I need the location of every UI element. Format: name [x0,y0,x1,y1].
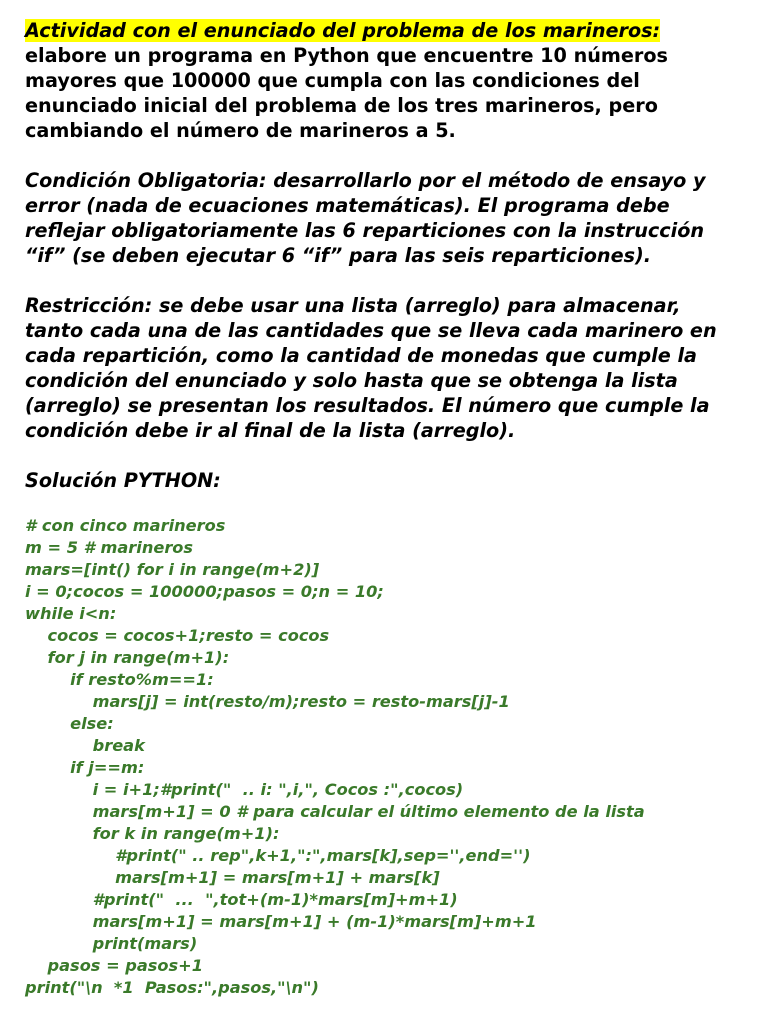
python-code-block [25,515,755,999]
code-line: print(mars) [25,934,198,953]
restriction-line: condición del enunciado y solo hasta que se obtenga la lista [25,369,678,392]
code-line: break [25,736,145,755]
code-line: i = i+1;#print(" .. i: ",i,", Cocos :",cocos) [25,780,464,799]
code-line: if j==m: [25,758,145,777]
restriction-line: (arreglo) se presentan los resultados. El número que cumple la [25,394,710,417]
restriction-line: cada repartición, como la cantidad de monedas que cumple la [25,344,697,367]
spacer [25,443,755,468]
code-line: for j in range(m+1): [25,648,230,667]
code-line: if resto%m==1: [25,670,214,689]
activity-line: enunciado inicial del problema de los tres marineros, pero [25,94,658,117]
code-line: # con cinco marineros [25,516,226,535]
activity-title: Actividad con el enunciado del problema de los marineros: [25,19,661,42]
activity-line: elabore un programa en Python que encuentre 10 números [25,44,668,67]
code-line: mars[m+1] = mars[m+1] + mars[k] [25,868,440,887]
condition-line: Condición Obligatoria: desarrollarlo por el método de ensayo y [25,169,706,192]
code-line: i = 0;cocos = 100000;pasos = 0;n = 10; [25,582,384,601]
restriction-line: tanto cada una de las cantidades que se lleva cada marinero en [25,319,717,342]
code-line: #print(" ... ",tot+(m-1)*mars[m]+m+1) [25,890,458,909]
code-line: mars[m+1] = 0 # para calcular el último elemento de la lista [25,802,645,821]
code-line: pasos = pasos+1 [25,956,204,975]
code-line: print("\n *1 Pasos:",pasos,"\n") [25,978,319,997]
code-line: mars[m+1] = mars[m+1] + (m-1)*mars[m]+m+1 [25,912,537,931]
code-line: mars[j] = int(resto/m);resto = resto-mars[j]-1 [25,692,510,711]
code-line: while i<n: [25,604,117,623]
restriction [25,293,755,443]
mandatory-condition [25,168,755,268]
document-page [25,18,755,999]
code-line: m = 5 # marineros [25,538,194,557]
activity-statement [25,18,755,143]
restriction-line: condición debe ir al final de la lista (arreglo). [25,419,516,442]
condition-line: reflejar obligatoriamente las 6 reparticiones con la instrucción [25,219,705,242]
spacer [25,493,755,515]
code-line: #print(" .. rep",k+1,":",mars[k],sep='',end='') [25,846,531,865]
condition-line: error (nada de ecuaciones matemáticas). El programa debe [25,194,670,217]
code-line: else: [25,714,114,733]
activity-line: mayores que 100000 que cumpla con las condiciones del [25,69,640,92]
spacer [25,143,755,168]
condition-line: “if” (se deben ejecutar 6 “if” para las seis reparticiones). [25,244,652,267]
restriction-line: Restricción: se debe usar una lista (arreglo) para almacenar, [25,294,681,317]
code-line: mars=[int() for i in range(m+2)] [25,560,320,579]
code-line: for k in range(m+1): [25,824,280,843]
code-line: cocos = cocos+1;resto = cocos [25,626,330,645]
solution-heading: Solución PYTHON: [25,469,221,492]
spacer [25,268,755,293]
activity-line: cambiando el número de marineros a 5. [25,119,456,142]
